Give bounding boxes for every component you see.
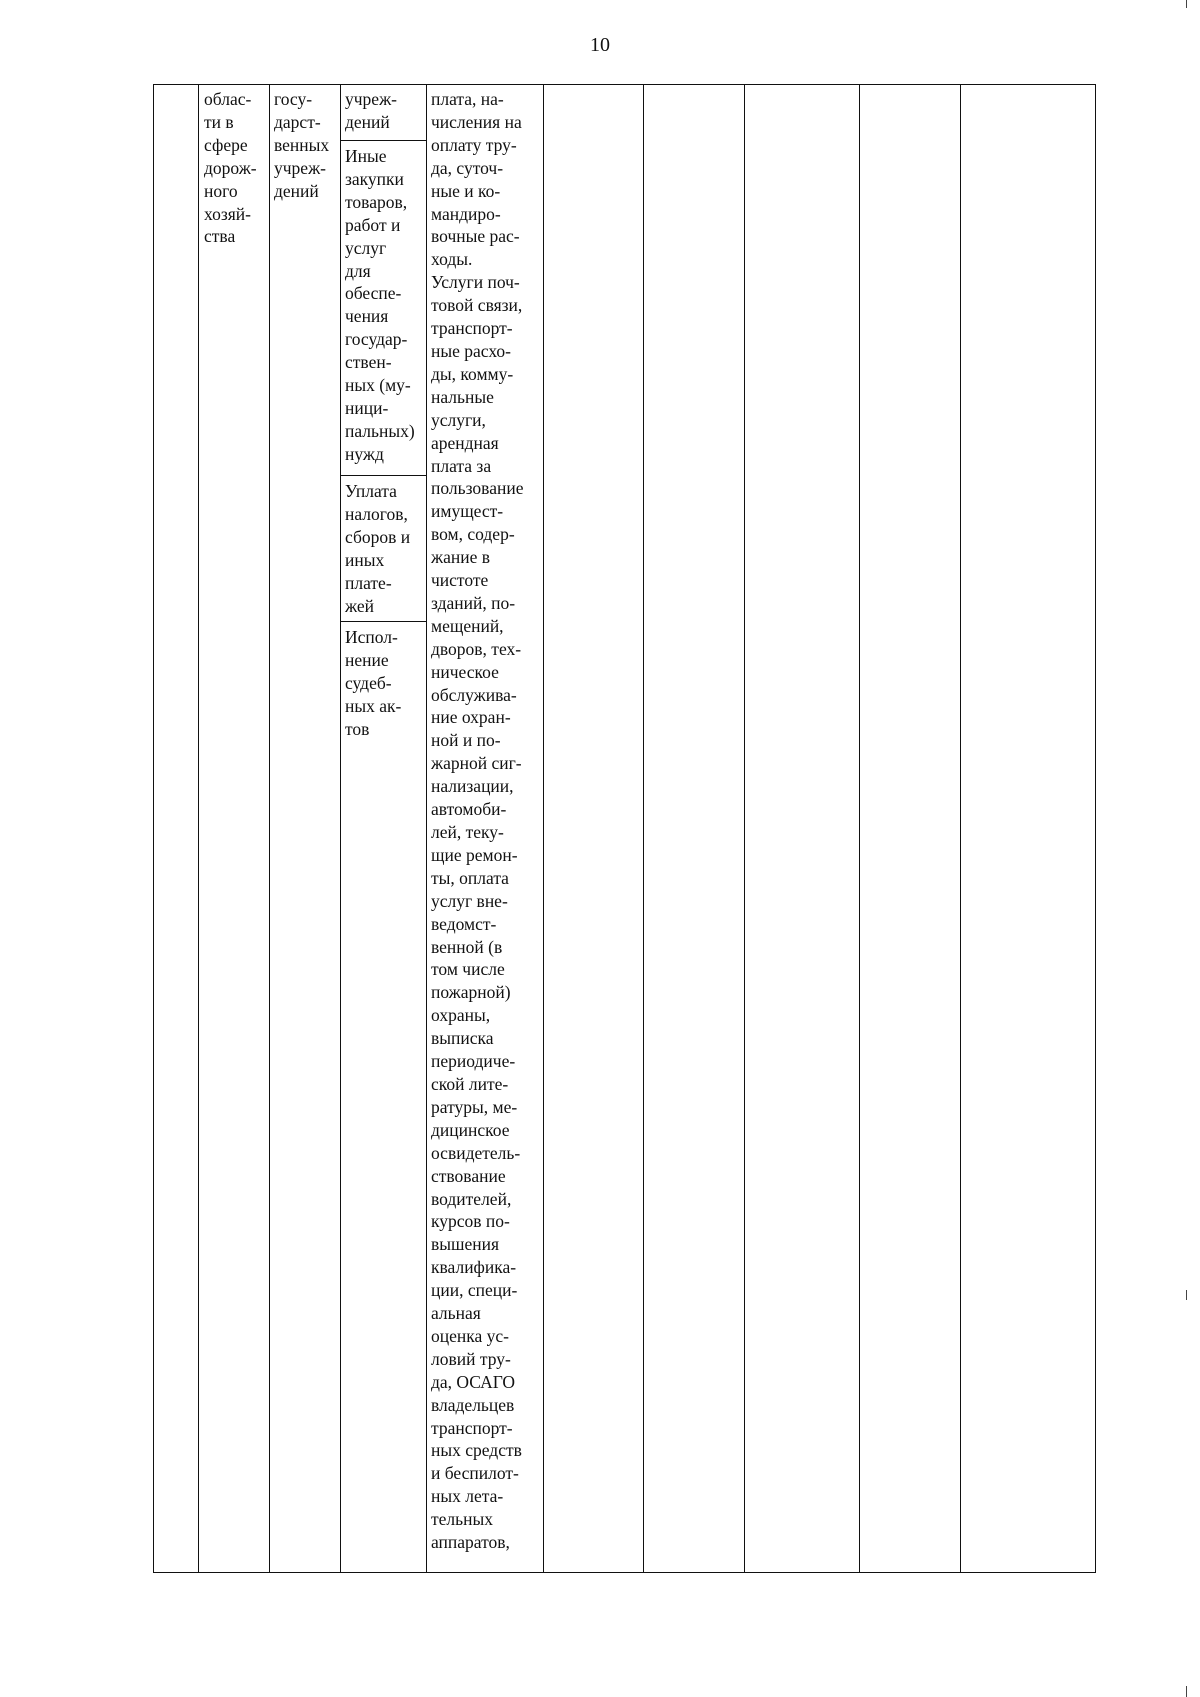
- scan-edge-mark: [1186, 1686, 1187, 1697]
- row-divider: [340, 140, 426, 141]
- cell-institutions: госу- дарст- венных учреж- дений: [274, 89, 330, 201]
- column-divider: [643, 85, 644, 1572]
- column-divider: [269, 85, 270, 1572]
- scan-edge-mark: [1186, 1290, 1187, 1300]
- column-divider: [426, 85, 427, 1572]
- data-table: [153, 84, 1096, 1573]
- cell-purpose-4: Испол- нение судеб- ных ак- тов: [345, 627, 402, 739]
- row-divider: [340, 621, 426, 622]
- scan-edge-mark: [1186, 0, 1187, 8]
- column-divider: [198, 85, 199, 1572]
- column-divider: [543, 85, 544, 1572]
- cell-description: плата, на- числения на оплату тру- да, суточ- ные и ко- мандиро- вочные рас- ходы. Услуги поч- товой связи, транспорт- ные расхо- ды, комму- нальные услуги, арендная плата за пользование имущест- вом, содер- жание в чистоте зданий, по- мещений, дворов, тех- ническое обслужива- ние охран- ной и по- жарной сиг- нализации, автомоби- лей, теку- щие ремон- ты, оплата услуг вне- ведомст- венной (в том числе пожарной) охраны, выписка периодиче- ской лите- ратуры, ме- дицинское освидетель- ствование водителей, курсов по- вышения квалифика- ции, специ- альная оценка ус- ловий тру- да, ОСАГО владельцев транспорт- ных средств и беспилот- ных лета- тельных аппаратов,: [431, 89, 524, 1553]
- column-divider: [960, 85, 961, 1572]
- column-divider: [859, 85, 860, 1572]
- cell-area: облас- ти в сфере дорож- ного хозяй- ства: [204, 89, 257, 247]
- column-divider: [744, 85, 745, 1572]
- cell-purpose-1: учреж- дений: [345, 89, 397, 132]
- row-divider: [340, 475, 426, 476]
- column-divider: [340, 85, 341, 1572]
- cell-purpose-3: Уплата налогов, сборов и иных плате- жей: [345, 481, 411, 616]
- cell-purpose-2: Иные закупки товаров, работ и услуг для обеспе- чения государ- ствен- ных (му- ници- пальных) нужд: [345, 146, 415, 464]
- page-number: 10: [590, 34, 610, 56]
